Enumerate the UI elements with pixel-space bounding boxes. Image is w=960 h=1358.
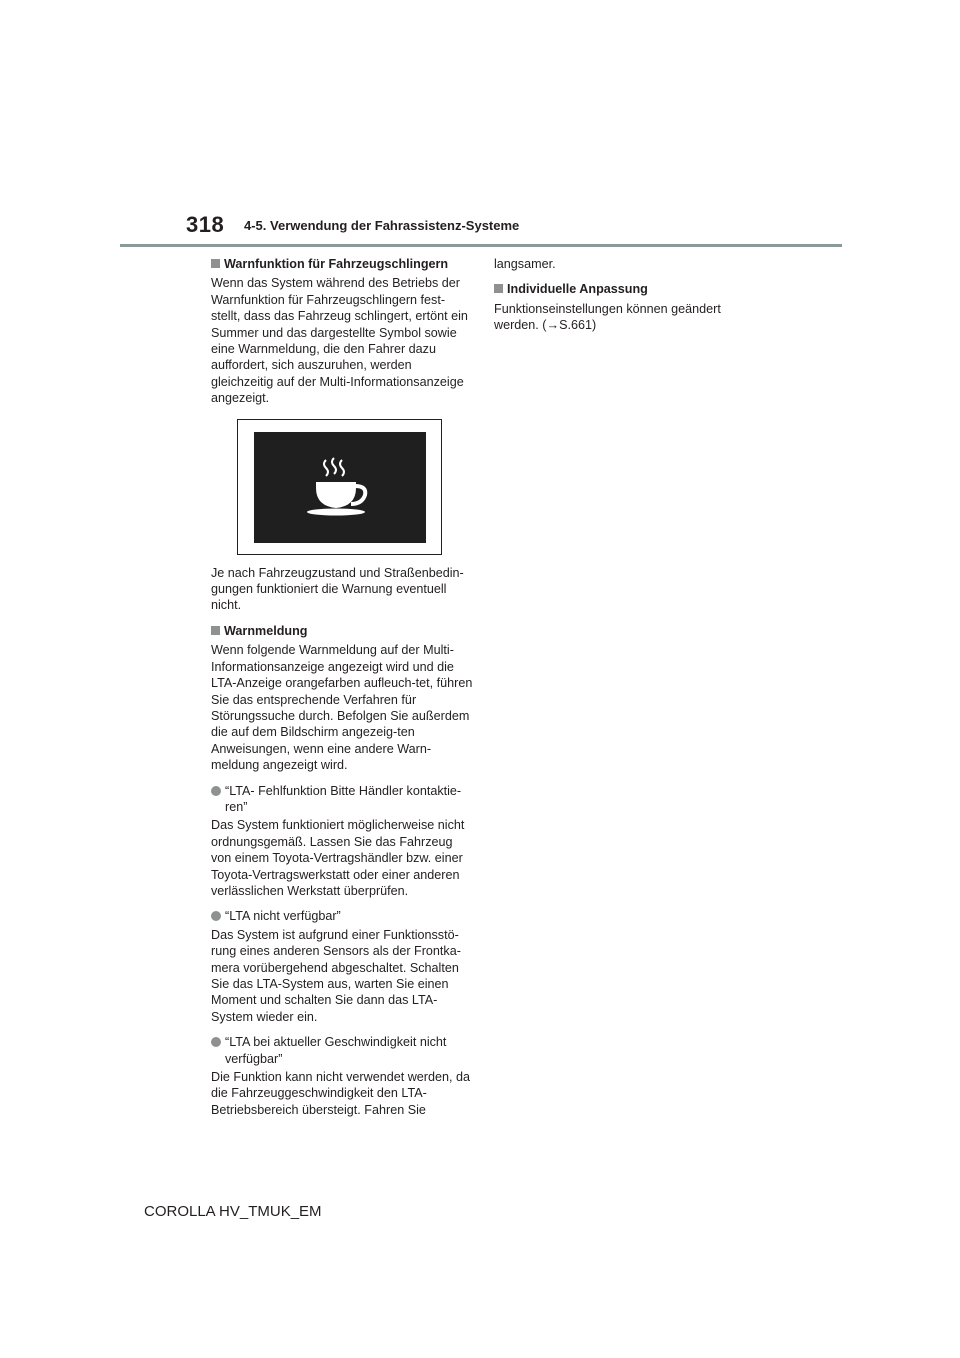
- continuation-text: langsamer.: [494, 257, 556, 271]
- square-bullet-icon: [211, 626, 220, 635]
- bullet-item: [211, 783, 473, 816]
- sway-heading: [211, 256, 473, 272]
- bullet-text: Das System ist aufgrund einer Funktionsstö-rung eines anderen Sensors als der Frontka-mera vorübergehend abgeschaltet. Schalten Sie das LTA-System aus, warten Sie einen Moment und schalten Sie dann das LTA-System wieder ein.: [211, 927, 461, 1024]
- coffee-cup-icon: [300, 452, 380, 522]
- display-screen: [254, 432, 426, 543]
- custom-heading-text: Individuelle Anpassung: [507, 282, 648, 297]
- warn-paragraph: Wenn folgende Warnmeldung auf der Multi-Informationsanzeige angezeigt wird und die LTA-Anzeige orangefarben aufleuch-tet, führen Sie das entsprechende Verfahren für Störungssuche durch. Befolgen Sie außerdem die auf dem Bildschirm angezeig-ten Anweisungen, wenn eine andere Warn-meldung angezeigt wird.: [211, 643, 473, 773]
- page-number: 318: [186, 212, 225, 237]
- warn-heading-text: Warnmeldung: [224, 623, 308, 638]
- bullet-label: “LTA bei aktueller Geschwindigkeit nicht verfügbar”: [225, 1035, 447, 1066]
- square-bullet-icon: [494, 284, 503, 293]
- warning-figure: [237, 419, 442, 555]
- bullet-text: Das System funktioniert möglicherweise nicht ordnungsgemäß. Lassen Sie das Fahrzeug von einem Toyota-Vertragshändler bzw. einer Toyota-Vertragswerkstatt oder einer anderen verlässlichen Werkstatt überprüfen.: [211, 818, 465, 898]
- right-column: [494, 256, 754, 343]
- round-bullet-icon: [211, 786, 221, 796]
- custom-heading: [494, 281, 754, 297]
- header-divider: [120, 244, 842, 247]
- sway-heading-text: Warnfunktion für Fahrzeugschlingern: [224, 257, 449, 271]
- footer-model-code: COROLLA HV_TMUK_EM: [144, 1203, 322, 1220]
- round-bullet-icon: [211, 1037, 221, 1047]
- sway-paragraph: Wenn das System während des Betriebs der Warnfunktion für Fahrzeugschlingern fest-stellt, dass das Fahrzeug schlingert, ertönt ein Summer und das dargestellte Symbol sowie eine Warnmeldung, die den Fahrer dazu auffordert, sich auszuruhen, werden gleichzeitig auf der Multi-Informationsanzeige angezeigt.: [211, 276, 468, 406]
- bullet-text: Die Funktion kann nicht verwendet werden, da die Fahrzeuggeschwindigkeit den LTA-Betriebsbereich übersteigt. Fahren Sie: [211, 1070, 471, 1117]
- section-title: 4-5. Verwendung der Fahrassistenz-Systeme: [244, 218, 520, 233]
- bullet-item: [211, 1034, 473, 1067]
- custom-paragraph: Funktionseinstellungen können geändert werden. (→S.661): [494, 301, 721, 333]
- bullet-label: “LTA- Fehlfunktion Bitte Händler kontaktie-ren”: [225, 783, 462, 814]
- square-bullet-icon: [211, 259, 220, 268]
- bullet-label: “LTA nicht verfügbar”: [225, 909, 341, 924]
- left-column: [211, 256, 473, 1127]
- warn-heading: [211, 623, 473, 639]
- bullet-item: [211, 908, 473, 924]
- note-paragraph: Je nach Fahrzeugzustand und Straßenbedin-gungen funktioniert die Warnung eventuell nicht.: [211, 565, 464, 613]
- round-bullet-icon: [211, 911, 221, 921]
